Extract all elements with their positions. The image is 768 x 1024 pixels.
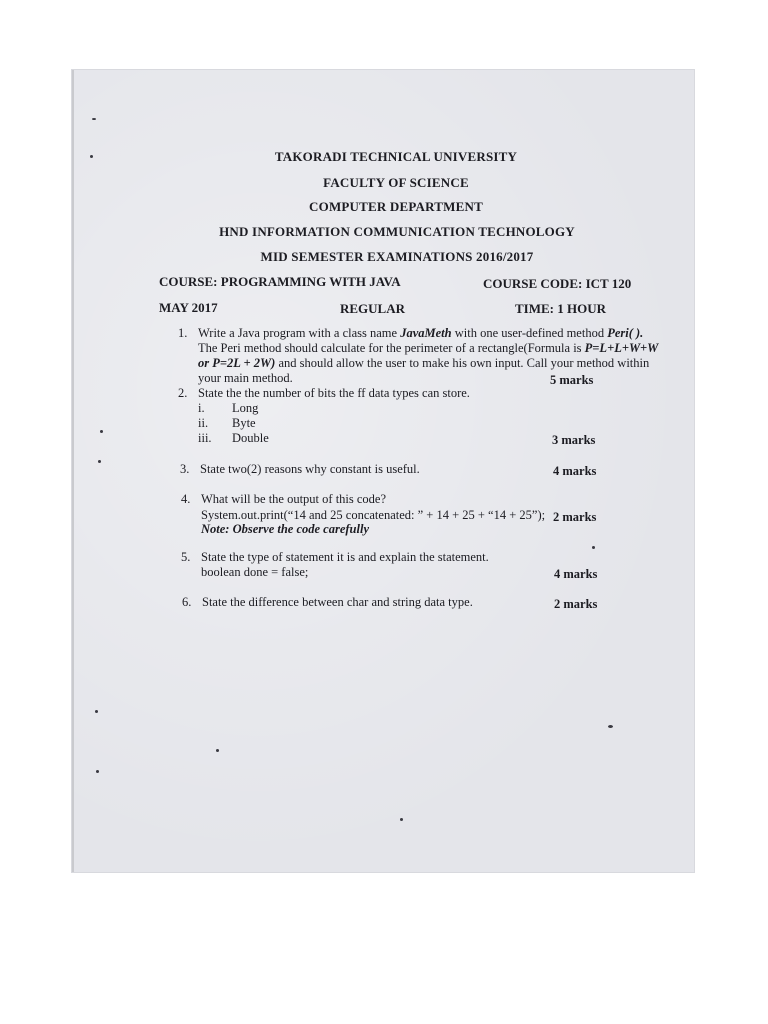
exam-type: REGULAR bbox=[340, 301, 406, 316]
question-5-text: State the type of statement it is and explain the statement. bbox=[201, 550, 489, 564]
question-2-number: 2. bbox=[178, 386, 188, 400]
scan-speck bbox=[400, 818, 403, 821]
question-4-text: What will be the output of this code? bbox=[201, 492, 387, 506]
question-2-item-text: Double bbox=[232, 431, 269, 445]
scan-speck bbox=[98, 460, 101, 463]
exam-date: MAY 2017 bbox=[159, 300, 218, 315]
question-4-code: System.out.print(“14 and 25 concatenated: ” + 14 + 25 + “14 + 25”); bbox=[201, 508, 546, 522]
question-2-item-text: Long bbox=[232, 401, 259, 415]
question-3-number: 3. bbox=[180, 462, 190, 476]
question-5-marks: 4 marks bbox=[554, 567, 598, 581]
q1-method-name: Peri( ). bbox=[607, 326, 644, 340]
exam-time: TIME: 1 HOUR bbox=[515, 301, 606, 316]
question-5-code: boolean done = false; bbox=[201, 565, 309, 579]
question-6-marks: 2 marks bbox=[554, 597, 598, 611]
programme-title: HND INFORMATION COMMUNICATION TECHNOLOGY bbox=[219, 224, 575, 239]
faculty-title: FACULTY OF SCIENCE bbox=[323, 175, 469, 190]
course-name: COURSE: PROGRAMMING WITH JAVA bbox=[159, 274, 401, 289]
scan-speck bbox=[90, 155, 93, 158]
question-4-number: 4. bbox=[181, 492, 191, 506]
q1-formula-2: or P=2L + 2W) bbox=[198, 356, 276, 370]
q1-text-2a: The Peri method should calculate for the perimeter of a rectangle(Formula is bbox=[198, 341, 585, 355]
question-2-item-label: i. bbox=[198, 401, 205, 415]
question-2-marks: 3 marks bbox=[552, 433, 596, 447]
q1-text-3b: and should allow the user to make his own input. Call your method within bbox=[275, 356, 650, 370]
q1-text-c: with one user-defined method bbox=[451, 326, 608, 340]
exam-paper bbox=[72, 70, 694, 872]
department-title: COMPUTER DEPARTMENT bbox=[309, 199, 483, 214]
scan-speck bbox=[100, 430, 103, 433]
question-4-marks: 2 marks bbox=[553, 510, 597, 524]
question-5-number: 5. bbox=[181, 550, 191, 564]
scan-speck bbox=[92, 118, 96, 120]
question-2-text: State the the number of bits the ff data types can store. bbox=[198, 386, 470, 400]
q1-text-a: Write a Java program with a class name bbox=[198, 326, 401, 340]
question-1-line-3 bbox=[198, 356, 649, 371]
scan-speck bbox=[592, 546, 595, 549]
scan-speck bbox=[608, 725, 613, 728]
question-6-text: State the difference between char and string data type. bbox=[202, 595, 473, 609]
course-code: COURSE CODE: ICT 120 bbox=[483, 276, 632, 291]
question-4-note: Note: Observe the code carefully bbox=[201, 522, 369, 536]
question-1-marks: 5 marks bbox=[550, 373, 594, 387]
scan-speck bbox=[96, 770, 99, 773]
q1-class-name: JavaMeth bbox=[400, 326, 452, 340]
q1-formula-1: P=L+L+W+W bbox=[584, 341, 659, 355]
question-1-line-1 bbox=[198, 326, 643, 341]
question-2-item-text: Byte bbox=[232, 416, 256, 430]
university-title: TAKORADI TECHNICAL UNIVERSITY bbox=[274, 149, 518, 164]
question-1-line-4: your main method. bbox=[198, 371, 293, 385]
scan-speck bbox=[216, 749, 219, 752]
scan-speck bbox=[95, 710, 98, 713]
question-1-line-2 bbox=[198, 341, 658, 356]
question-2-item-label: ii. bbox=[198, 416, 209, 430]
question-3-text: State two(2) reasons why constant is useful. bbox=[200, 462, 420, 476]
question-2-item-label: iii. bbox=[198, 431, 212, 445]
question-6-number: 6. bbox=[182, 595, 192, 609]
question-1-number: 1. bbox=[178, 326, 188, 340]
exam-title: MID SEMESTER EXAMINATIONS 2016/2017 bbox=[260, 249, 534, 264]
question-3-marks: 4 marks bbox=[553, 464, 597, 478]
paper-edge bbox=[72, 70, 74, 872]
